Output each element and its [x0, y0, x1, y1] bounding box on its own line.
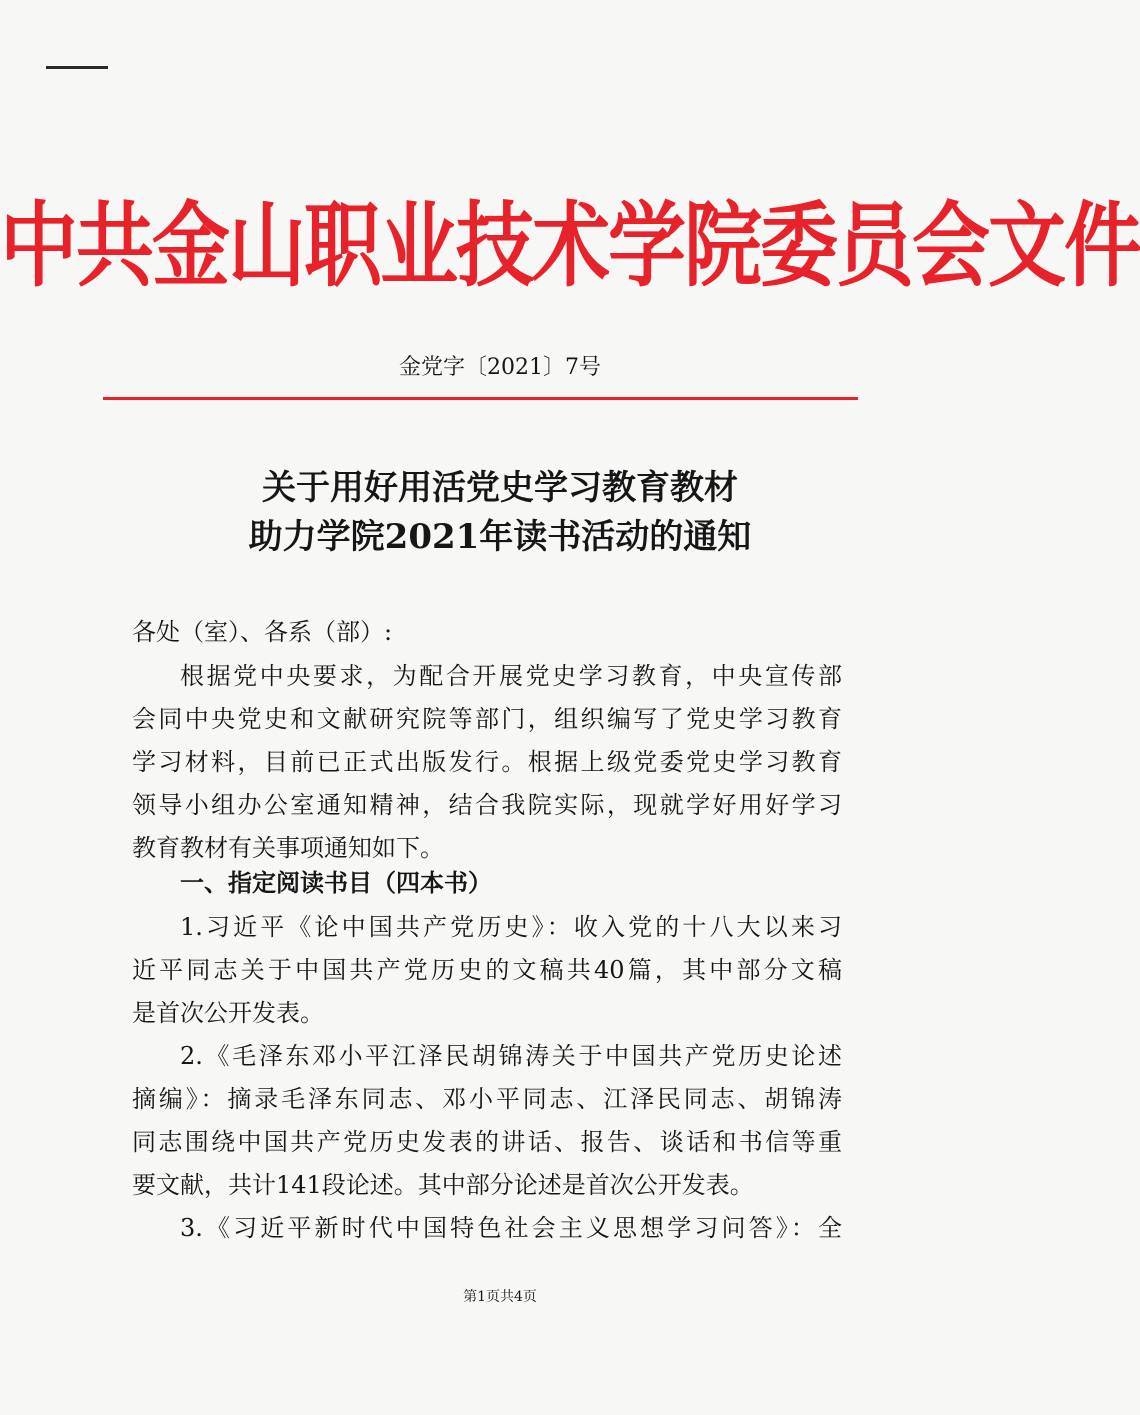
item-2-line: 要文献，共计141段论述。其中部分论述是首次公开发表。: [132, 1171, 754, 1199]
notice-title-line-1: 关于用好用活党史学习教育教材: [262, 468, 738, 508]
body-line: 教育教材有关事项通知如下。: [132, 834, 444, 862]
item-3-line: 3.《习近平新时代中国特色社会主义思想学习问答》：全: [180, 1214, 842, 1242]
document-number: 金党字〔2021〕7号: [399, 355, 601, 380]
section-heading: 一、指定阅读书目（四本书）: [180, 869, 492, 897]
salutation: 各处（室）、各系（部）:: [132, 618, 393, 646]
body-line: 学习材料，目前已正式出版发行。根据上级党委党史学习教育: [132, 748, 842, 776]
document-header-title: 中共金山职业技术学院委员会文件: [0, 193, 1140, 301]
item-2-line: 摘编》：摘录毛泽东同志、邓小平同志、江泽民同志、胡锦涛: [132, 1085, 842, 1113]
header-divider: [103, 397, 858, 400]
body-line: 根据党中央要求，为配合开展党史学习教育，中央宣传部: [180, 662, 842, 690]
item-1-line: 近平同志关于中国共产党历史的文稿共40篇，其中部分文稿: [132, 956, 842, 984]
item-2-line: 同志围绕中国共产党历史发表的讲话、报告、谈话和书信等重: [132, 1128, 842, 1156]
page-number: 第1页共4页: [463, 1289, 537, 1305]
top-dash-mark: [46, 66, 108, 69]
body-line: 领导小组办公室通知精神，结合我院实际，现就学好用好学习: [132, 791, 842, 819]
item-1-line: 1.习近平《论中国共产党历史》：收入党的十八大以来习: [180, 913, 842, 941]
item-2-line: 2.《毛泽东邓小平江泽民胡锦涛关于中国共产党历史论述: [180, 1042, 842, 1070]
item-1-line: 是首次公开发表。: [132, 999, 324, 1027]
notice-title-line-2: 助力学院2021年读书活动的通知: [248, 517, 752, 557]
body-line: 会同中央党史和文献研究院等部门，组织编写了党史学习教育: [132, 705, 842, 733]
